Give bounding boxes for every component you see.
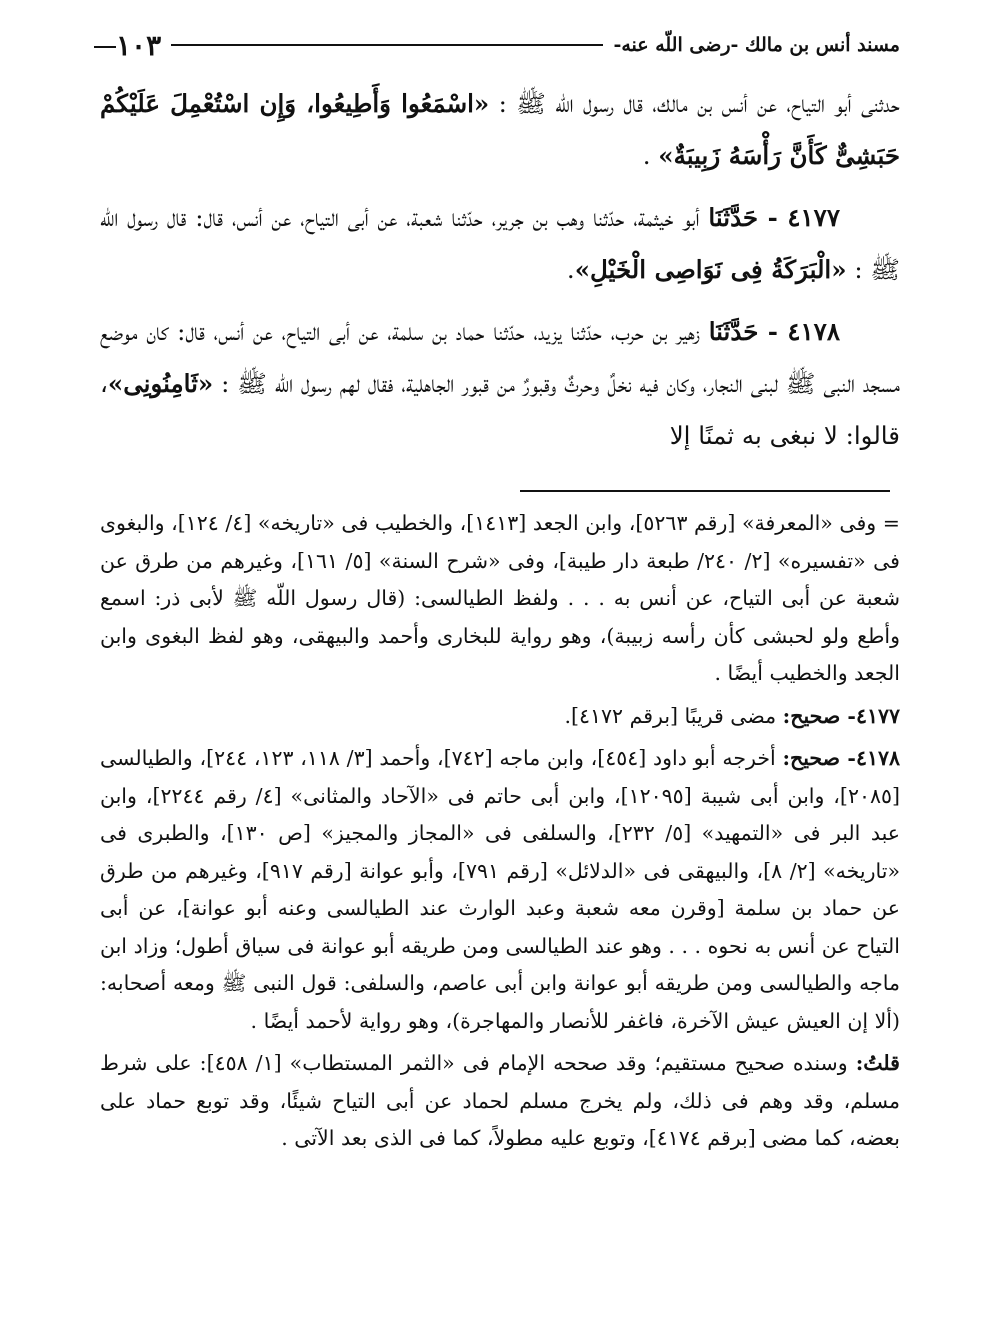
footnote-label: قلتُ: [855, 1051, 900, 1075]
footnote-qultu [100, 1045, 900, 1158]
continuation-end: . [642, 141, 659, 170]
continuation-text: حدثنى أبو التياح، عن أنس بن مالك، قال رسول اللّه ﷺ : [489, 89, 900, 118]
hadith-dash: - [758, 317, 788, 346]
page-number [88, 29, 161, 62]
hadith-text: زهير بن حرب، حدّثنا يزيد، حدّثنا حماد بن سلمة، عن أبى التياح، عن أنس، قال: كان موضع مسجد النبى ﷺ لبنى النجار، وكان فيه نخلٌ وحرثٌ وقبورٌ من قبور الجاهلية، فقال لهم رسول اللّه ﷺ : [100, 317, 900, 398]
hadith-opening: حَدَّثَنَا [708, 203, 759, 232]
hadith-dash: - [758, 203, 788, 232]
header-rule [171, 44, 603, 46]
footnote-text: وسنده صحيح مستقيم؛ وقد صححه الإمام فى «الثمر المستطاب» [١/ ٤٥٨]: على شرط مسلم، وقد وهم فى ذلك، ولم يخرج مسلم لحماد عن أبى التياح شيئًا، وقد توبع حماد على بعضه، كما مضى [برقم ٤١٧٤]، وتوبع عليه مطولاً، كما فى الذى بعد الآتى . [100, 1051, 900, 1150]
hadith-text: أبو خيثمة، حدّثنا وهب بن جرير، حدّثنا شعبة، عن أبى التياح، عن أنس، قال: قال رسول اللّه ﷺ : [100, 203, 900, 284]
footnote-label: ٤١٧٨- صحيح: [782, 746, 900, 770]
continuation-quote: «اسْمَعُوا وَأَطِيعُوا، وَإِن اسْتُعْمِلَ عَلَيْكُمْ حَبَشِىٌّ كَأَنَّ رَأْسَهُ زَبِيبَةٌ» [100, 89, 900, 170]
hadith-quote: «الْبَرَكَةُ فِى نَوَاصِى الْخَيْلِ» [574, 255, 847, 284]
page-header [88, 28, 900, 62]
hadith-continuation [100, 78, 900, 182]
footnote-separator [520, 490, 890, 492]
footnote-text: مضى قريبًا [برقم ٤١٧٢]. [564, 703, 783, 728]
running-title: مسند أنس بن مالك -رضى اللّه عنه- [613, 34, 900, 56]
hadith-4177 [100, 192, 900, 296]
page-number-dash [94, 46, 116, 48]
hadith-4178 [100, 306, 900, 462]
hadith-end: ، قالوا: لا نبغى به ثمنًا إلا [100, 369, 900, 450]
footnote-4177 [100, 698, 900, 736]
hadith-end: . [566, 255, 575, 284]
main-text [100, 78, 900, 472]
hadith-number: ٤١٧٨ [787, 317, 840, 346]
footnote-continued: = وفى «المعرفة» [رقم ٥٢٦٣]، وابن الجعد [١٤١٣]، والخطيب فى «تاريخه» [٤/ ١٢٤]، والبغوى فى «تفسيره» [٢/ ٢٤٠/ طبعة دار طيبة]، وفى «شرح السنة» [٥/ ١٦١]، وغيرهم من طرق عن شعبة عن أبى التياح، عن أنس به . . . ولفظ الطيالسى: (قال رسول اللّه ﷺ لأبى ذر: اسمع وأطع ولو لحبشى كأن رأسه زبيبة)، وهو رواية للبخارى وأحمد والبيهقى، وهو لفظ البغوى وابن الجعد والخطيب أيضًا . [100, 511, 900, 685]
footnotes [100, 505, 900, 1163]
footnote-4178 [100, 740, 900, 1040]
hadith-number: ٤١٧٧ [787, 203, 840, 232]
footnote-label: ٤١٧٧- صحيح: [782, 703, 900, 728]
hadith-quote: «ثَامِنُونِى» [107, 369, 214, 398]
hadith-opening: حَدَّثَنَا [708, 317, 759, 346]
page-number-value: ١٠٣ [116, 28, 162, 62]
footnote-text: أخرجه أبو داود [٤٥٤]، وابن ماجه [٧٤٢]، وأحمد [٣/ ١١٨، ١٢٣، ٢٤٤]، والطيالسى [٢٠٨٥]، وابن أبى شيبة [١٢٠٩٥]، وابن أبى حاتم فى «الآحاد والمثانى» [٤/ رقم ٢٢٤٤]، وابن عبد البر فى «التمهيد» [٥/ ٢٣٢]، والسلفى فى «المجاز والمجيز» [ص ١٣٠]، والطبرى فى «تاريخه» [٢/ ٨]، والبيهقى فى «الدلائل» [رقم ٧٩١]، وأبو عوانة [رقم ٩١٧]، وغيرهم من طرق عن حماد بن سلمة [وقرن معه شعبة وعبد الوارث عند الطيالسى وعنه أبو عوانة]، عن أبى التياح عن أنس به نحوه . . . وهو عند الطيالسى ومن طريقه أبو عوانة فى سياق أطول؛ وزاد ابن ماجه والطيالسى ومن طريقه أبو عوانة وابن أبى عاصم، والسلفى: قول النبى ﷺ ومعه أصحابه: (ألا إن العيش عيش الآخرة، فاغفر للأنصار والمهاجرة)، وهو رواية لأحمد أيضًا . [100, 746, 900, 1033]
